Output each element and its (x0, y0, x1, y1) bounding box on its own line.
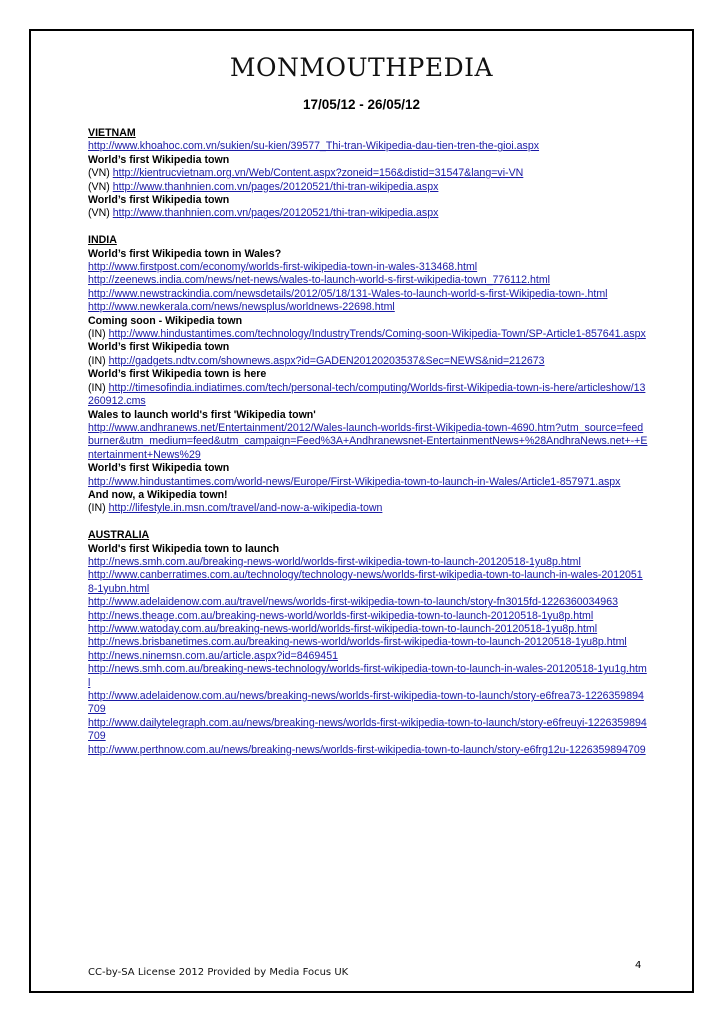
article-link[interactable]: http://timesofindia.indiatimes.com/tech/personal-tech/computing/Worlds-first-Wikipedia-town-is-here/articleshow/13260912.cms (88, 381, 646, 408)
country-tag: (IN) (88, 328, 106, 341)
article-link[interactable]: http://news.ninemsn.com.au/article.aspx?id=8469451 (88, 649, 338, 662)
article-link[interactable]: http://www.hindustantimes.com/world-news/Europe/First-Wikipedia-town-to-launch-in-Wales/Article1-857971.aspx (88, 475, 621, 488)
article-link[interactable]: http://www.newkerala.com/news/newsplus/worldnews-22698.html (88, 301, 395, 314)
article-headline: World’s first Wikipedia town (88, 194, 230, 207)
link-row (88, 181, 648, 194)
article-headline: World’s first Wikipedia town (88, 462, 230, 475)
article-link[interactable]: http://www.andhranews.net/Entertainment/2012/Wales-launch-worlds-first-Wikipedia-town-4690.htm?utm_source=feedburner&utm_medium=feed&utm_campaign=Feed%3A+Andhranewsnet-EntertainmentNews+%28AndhraNews.net+-+Entertainment+News%29 (88, 421, 648, 461)
article-link[interactable]: http://www.khoahoc.com.vn/sukien/su-kien/39577_Thi-tran-Wikipedia-dau-tien-tren-the-gioi.aspx (88, 140, 540, 153)
article-link[interactable]: http://news.smh.com.au/breaking-news-world/worlds-first-wikipedia-town-to-launch-20120518-1yu8p.html (88, 555, 581, 568)
article-link[interactable]: http://www.thanhnien.com.vn/pages/20120521/thi-tran-wikipedia.aspx (112, 207, 439, 220)
country-tag: (IN) (88, 381, 106, 394)
article-link[interactable]: http://www.adelaidenow.com.au/news/breaking-news/worlds-first-wikipedia-town-to-launch/story-e6frea73-1226359894709 (88, 690, 644, 716)
link-row (88, 274, 648, 287)
country-tag: (VN) (88, 207, 110, 220)
article-headline: World’s first Wikipedia town is here (88, 368, 267, 381)
article-link[interactable]: http://www.watoday.com.au/breaking-news-world/worlds-first-wikipedia-town-to-launch-20120518-1yu8p.html (88, 623, 598, 635)
link-row (88, 167, 648, 180)
country-section-australia (88, 529, 648, 757)
link-row (88, 610, 648, 623)
country-tag: (VN) (88, 167, 110, 180)
date-range: 17/05/12 - 26/05/12 (302, 97, 421, 112)
article-headline: World’s first Wikipedia town (88, 341, 230, 354)
article-link[interactable]: http://www.firstpost.com/economy/worlds-first-wikipedia-town-in-wales-313468.html (88, 261, 478, 274)
country-tag: (IN) (88, 502, 106, 515)
link-row (88, 261, 648, 274)
article-link[interactable]: http://www.canberratimes.com.au/technology/technology-news/worlds-first-wikipedia-town-to-launch-in-wales-20120518-1yubn.html (88, 569, 643, 595)
article-link[interactable]: http://www.newstrackindia.com/newsdetails/2012/05/18/131-Wales-to-launch-world-s-first-Wikipedia-town-.html (88, 287, 608, 300)
article-headline: World’s first Wikipedia town in Wales? (88, 247, 282, 260)
country-heading: INDIA (88, 234, 117, 247)
document-page (29, 29, 694, 993)
country-tag: (VN) (88, 180, 110, 193)
link-row (88, 717, 648, 744)
link-row (88, 569, 648, 596)
link-row (88, 382, 648, 409)
link-row (88, 744, 648, 757)
article-link[interactable]: http://www.perthnow.com.au/news/breaking-news/worlds-first-wikipedia-town-to-launch/story-e6frg12u-1226359894709 (88, 743, 646, 756)
link-row (88, 636, 648, 649)
link-row (88, 328, 648, 341)
article-headline: Coming soon - Wikipedia town (88, 314, 243, 327)
link-row (88, 207, 648, 220)
link-row (88, 301, 648, 314)
page-number: 4 (635, 960, 642, 971)
country-heading: AUSTRALIA (88, 529, 150, 542)
link-row (88, 476, 648, 489)
link-row (88, 596, 648, 609)
link-row (88, 502, 648, 515)
link-row (88, 140, 648, 153)
article-link[interactable]: http://zeenews.india.com/news/net-news/wales-to-launch-world-s-first-wikipedia-town_776112.html (88, 274, 551, 287)
coverage-list (88, 127, 648, 770)
license-footer: CC-by-SA License 2012 Provided by Media Focus UK (88, 967, 349, 978)
link-row (88, 288, 648, 301)
link-row (88, 556, 648, 569)
article-headline: Wales to launch world's first 'Wikipedia town' (88, 408, 316, 421)
monmouthpedia-logo: MONMOUTHPEDIA (229, 53, 494, 82)
link-row (88, 650, 648, 663)
article-link[interactable]: http://www.thanhnien.com.vn/pages/20120521/thi-tran-wikipedia.aspx (112, 180, 439, 193)
country-tag: (IN) (88, 354, 106, 367)
link-row (88, 355, 648, 368)
article-headline: World’s first Wikipedia town (88, 153, 230, 166)
article-link[interactable]: http://news.smh.com.au/breaking-news-technology/worlds-first-wikipedia-town-to-launch-in-wales-20120518-1yu1g.html (88, 663, 647, 689)
article-headline: World's first Wikipedia town to launch (88, 542, 280, 555)
article-link[interactable]: http://lifestyle.in.msn.com/travel/and-now-a-wikipedia-town (108, 502, 383, 515)
article-link[interactable]: http://gadgets.ndtv.com/shownews.aspx?id=GADEN20120203537&Sec=NEWS&nid=212673 (108, 354, 545, 367)
link-row (88, 663, 648, 690)
article-link[interactable]: http://kientrucvietnam.org.vn/Web/Content.aspx?zoneid=156&distid=31547&lang=vi-VN (112, 167, 524, 180)
article-link[interactable]: http://news.brisbanetimes.com.au/breaking-news-world/worlds-first-wikipedia-town-to-launch-20120518-1yu8p.html (88, 636, 627, 649)
country-section-india (88, 234, 648, 516)
country-section-vietnam (88, 127, 648, 221)
article-link[interactable]: http://www.adelaidenow.com.au/travel/news/worlds-first-wikipedia-town-to-launch/story-fn3015fd-1226360034963 (88, 596, 618, 609)
article-link[interactable]: http://www.hindustantimes.com/technology/IndustryTrends/Coming-soon-Wikipedia-Town/SP-Article1-857641.aspx (108, 328, 646, 341)
article-link[interactable]: http://news.theage.com.au/breaking-news-world/worlds-first-wikipedia-town-to-launch-20120518-1yu8p.html (88, 609, 594, 622)
link-row (88, 690, 648, 717)
link-row (88, 623, 648, 636)
country-heading: VIETNAM (88, 127, 136, 139)
article-link[interactable]: http://www.dailytelegraph.com.au/news/breaking-news/worlds-first-wikipedia-town-to-launch/story-e6freuyi-1226359894709 (88, 716, 647, 743)
link-row (88, 422, 648, 462)
article-headline: And now, a Wikipedia town! (88, 488, 228, 501)
